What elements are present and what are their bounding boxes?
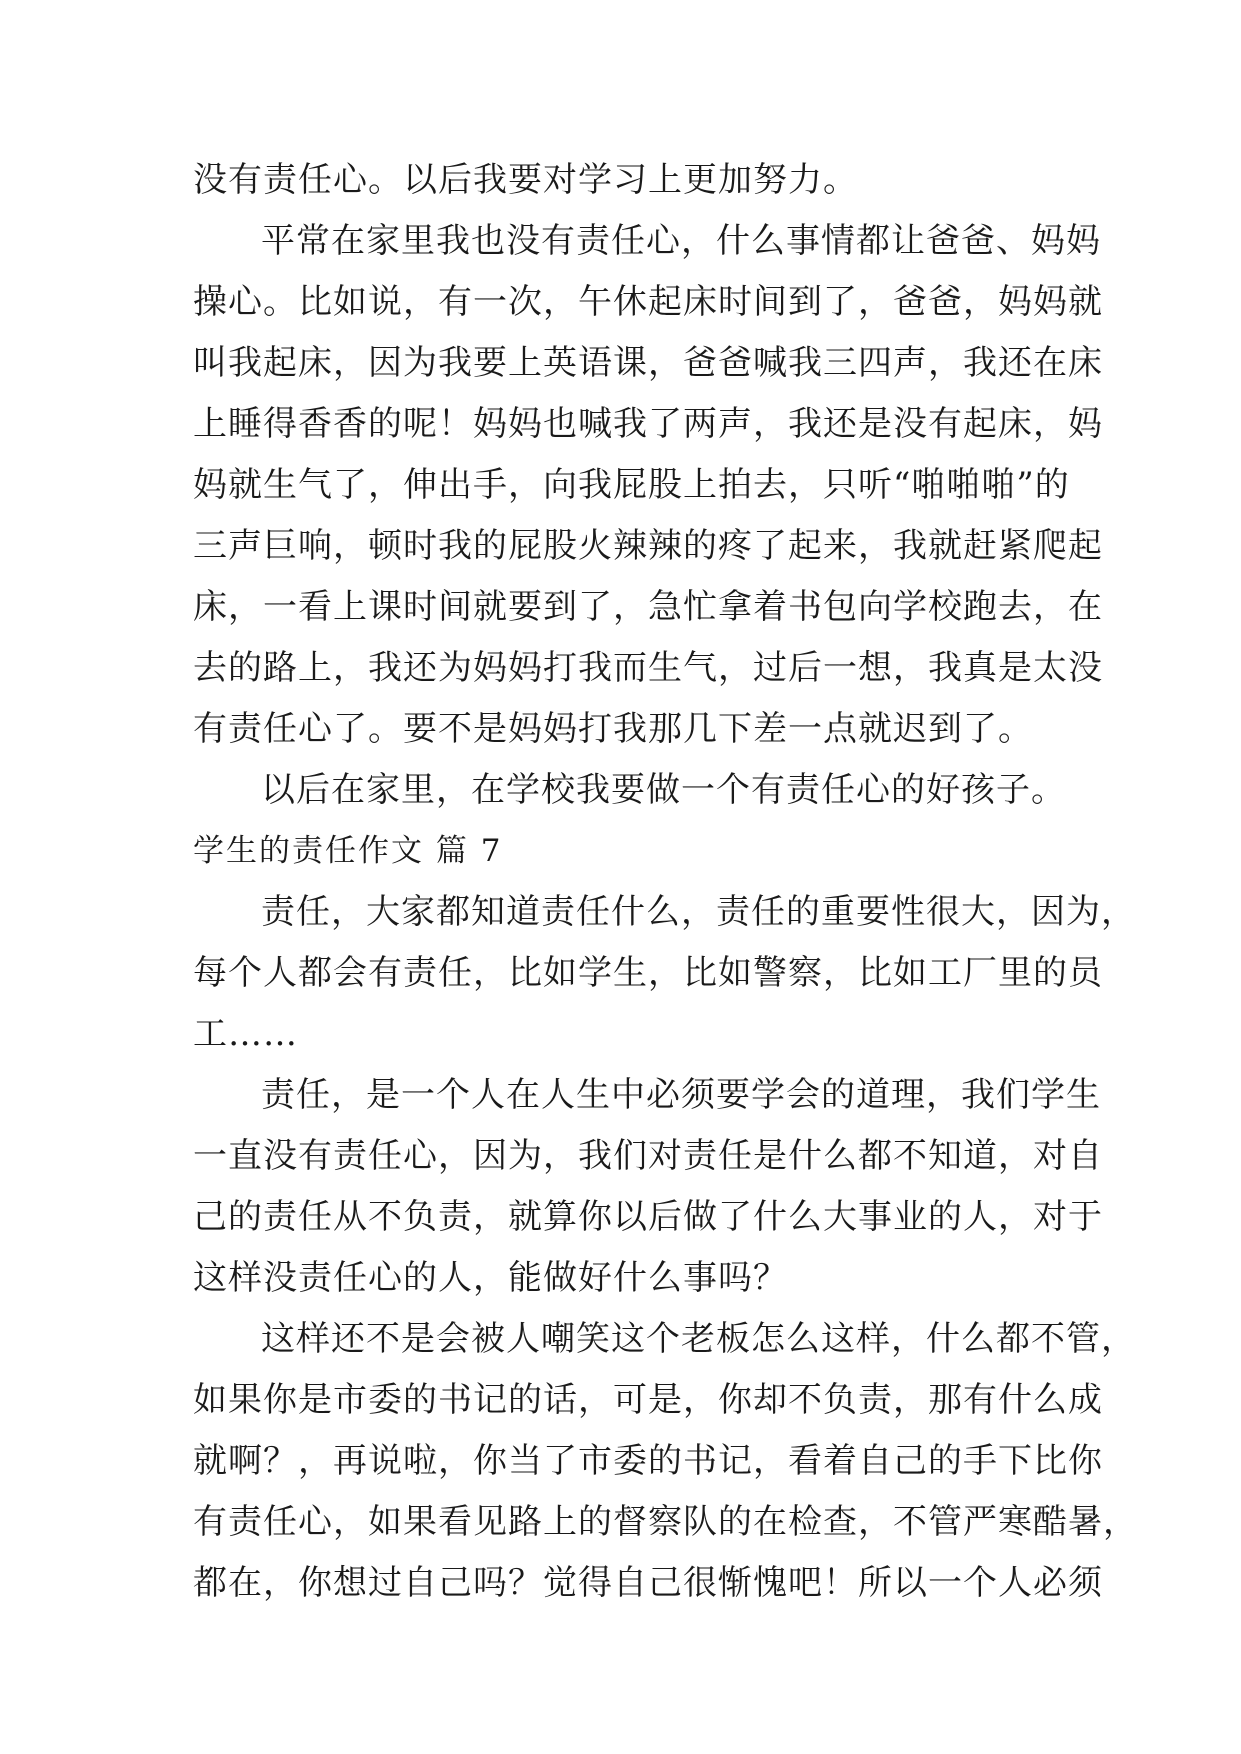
text-line: 工…… [193,1014,298,1054]
text-line: 都在，你想过自己吗？觉得自己很惭愧吧！所以一个人必须 [193,1563,1103,1603]
text-line: 每个人都会有责任，比如学生，比如警察，比如工厂里的员 [193,953,1103,993]
paragraph-start-line: 以后在家里，在学校我要做一个有责任心的好孩子。 [261,770,1066,810]
text-line: 三声巨响，顿时我的屁股火辣辣的疼了起来，我就赶紧爬起 [193,526,1103,566]
paragraph-start-line: 责任，大家都知道责任什么，责任的重要性很大，因为， [261,892,1136,932]
text-line: 己的责任从不负责，就算你以后做了什么大事业的人，对于 [193,1197,1103,1237]
document-page [193,150,1138,1614]
text-line: 如果你是市委的书记的话，可是，你却不负责，那有什么成 [193,1380,1103,1420]
text-line: 就啊？，再说啦，你当了市委的书记，看着自己的手下比你 [193,1441,1103,1481]
text-line: 一直没有责任心，因为，我们对责任是什么都不知道，对自 [193,1136,1103,1176]
paragraph-start-line: 这样还不是会被人嘲笑这个老板怎么这样，什么都不管， [261,1319,1136,1359]
text-line: 去的路上，我还为妈妈打我而生气，过后一想，我真是太没 [193,648,1103,688]
text-line: 有责任心了。要不是妈妈打我那几下差一点就迟到了。 [193,709,1033,749]
text-line: 床，一看上课时间就要到了，急忙拿着书包向学校跑去，在 [193,587,1103,627]
text-line: 操心。比如说，有一次，午休起床时间到了，爸爸，妈妈就 [193,282,1103,322]
text-line: 没有责任心。以后我要对学习上更加努力。 [193,160,858,200]
paragraph-start-line: 平常在家里我也没有责任心，什么事情都让爸爸、妈妈 [261,221,1101,261]
text-line: 这样没责任心的人，能做好什么事吗？ [193,1258,788,1298]
text-line: 上睡得香香的呢！妈妈也喊我了两声，我还是没有起床，妈 [193,404,1103,444]
text-line: 有责任心，如果看见路上的督察队的在检查，不管严寒酷暑， [193,1502,1138,1542]
text-line: 叫我起床，因为我要上英语课，爸爸喊我三四声，我还在床 [193,343,1103,383]
paragraph-start-line: 责任，是一个人在人生中必须要学会的道理，我们学生 [261,1075,1101,1115]
text-line: 妈就生气了，伸出手，向我屁股上拍去，只听“啪啪啪”的 [193,465,1070,505]
section-heading: 学生的责任作文 篇 7 [193,833,503,869]
